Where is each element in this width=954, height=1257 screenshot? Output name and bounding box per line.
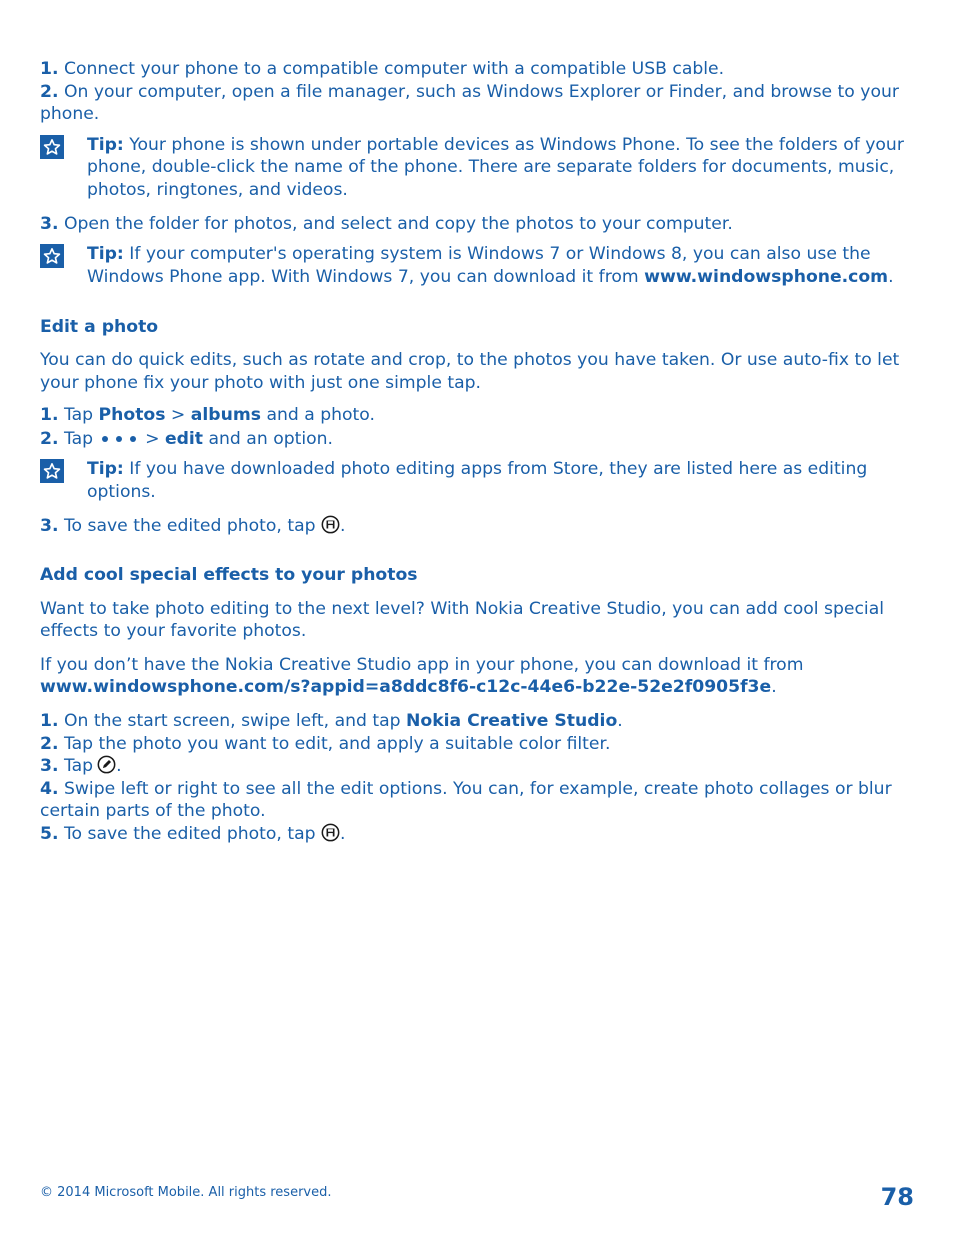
effects-step-2: 2. Tap the photo you want to edit, and apply a suitable color filter.	[40, 733, 611, 754]
edit-intro: You can do quick edits, such as rotate and crop, to the photos you have taken. Or use auto-fix to let your phone fix your photo with just one simple tap.	[40, 349, 900, 393]
star-icon	[40, 244, 64, 268]
tip-text: Tip: If your computer's operating system is Windows 7 or Windows 8, you can also use the Windows Phone app. With Windows 7, you can download it from www.windowsphone.com.	[87, 244, 894, 287]
save-icon	[321, 515, 340, 534]
transfer-step-3: 3. Open the folder for photos, and select and copy the photos to your computer.	[40, 213, 733, 234]
transfer-step-2: 2. On your computer, open a file manager, such as Windows Explorer or Finder, and browse to your phone.	[40, 81, 899, 125]
transfer-step-1: 1. Connect your phone to a compatible computer with a compatible USB cable.	[40, 59, 725, 79]
star-icon	[40, 459, 64, 483]
star-icon	[40, 135, 64, 159]
edit-step-3: 3. To save the edited photo, tap .	[40, 515, 346, 536]
windowsphone-link[interactable]: www.windowsphone.com	[644, 266, 889, 287]
effects-step-3: 3. Tap .	[40, 756, 122, 777]
tip-windows-phone-app	[40, 243, 916, 288]
effects-step-1: 1. On the start screen, swipe left, and tap Nokia Creative Studio.	[40, 711, 623, 732]
save-icon	[321, 823, 340, 842]
heading-edit-photo: Edit a photo	[40, 317, 159, 338]
more-dots-icon	[101, 427, 137, 450]
page-number: 78	[880, 1183, 914, 1211]
effects-download: If you don’t have the Nokia Creative Studio app in your phone, you can download it from www.windowsphone.com/s?appid=a8ddc8f6-c12c-44e6-b22e-52e2f0905f3e.	[40, 654, 804, 698]
effects-step-5: 5. To save the edited photo, tap .	[40, 824, 346, 845]
heading-special-effects: Add cool special effects to your photos	[40, 565, 418, 586]
tip-portable-devices	[40, 134, 916, 202]
effects-intro: Want to take photo editing to the next level? With Nokia Creative Studio, you can add cool special effects to your favorite photos.	[40, 598, 885, 642]
tip-text: Tip: If you have downloaded photo editing apps from Store, they are listed here as editing options.	[87, 459, 868, 502]
edit-pencil-icon	[97, 755, 116, 774]
tip-text: Tip: Your phone is shown under portable devices as Windows Phone. To see the folders of your phone, double-click the name of the phone. There are separate folders for documents, music, photos, ringtones, and videos.	[87, 134, 904, 200]
tip-editing-apps	[40, 458, 916, 503]
effects-step-4: 4. Swipe left or right to see all the edit options. You can, for example, create photo collages or blur certain parts of the photo.	[40, 778, 892, 822]
page-content	[40, 58, 916, 846]
edit-step-2: 2. Tap > edit and an option.	[40, 428, 334, 449]
footer-copyright: © 2014 Microsoft Mobile. All rights reserved.	[40, 1185, 332, 1200]
edit-step-1: 1. Tap Photos > albums and a photo.	[40, 405, 375, 426]
creative-studio-link[interactable]: www.windowsphone.com/s?appid=a8ddc8f6-c12c-44e6-b22e-52e2f0905f3e	[40, 677, 772, 698]
